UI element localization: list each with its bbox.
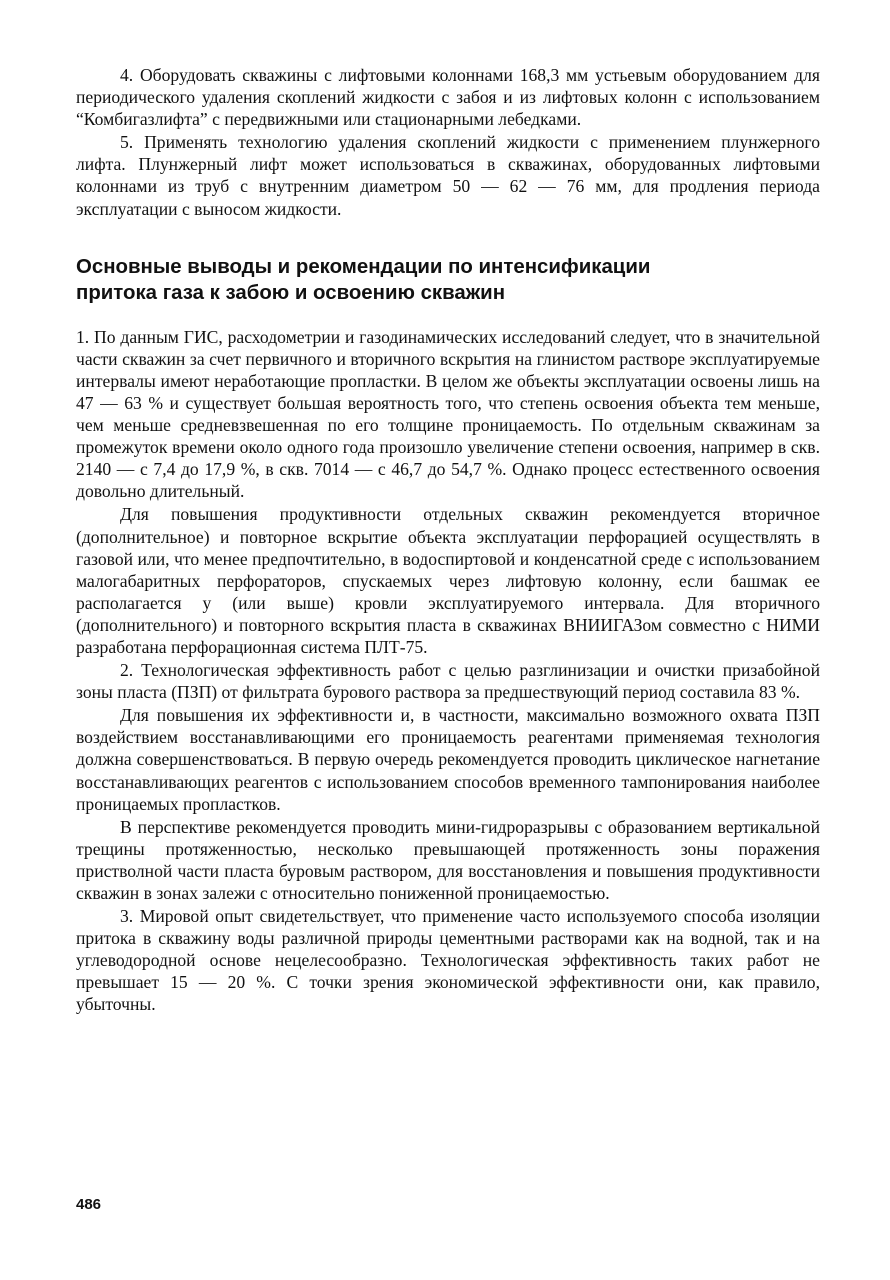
paragraph-item-4: 4. Оборудовать скважины с лифтовыми колоннами 168,3 мм устьевым оборудованием для периодического удаления скоплений жидкости с забоя и из лифтовых колонн с использованием “Комбигазлифта” с передвижными или стационарными лебедками. [76, 65, 820, 130]
page-body [76, 64, 820, 1016]
section-heading-line-2: притока газа к забою и освоению скважин [76, 281, 506, 304]
paragraph-conclusion-3: 3. Мировой опыт свидетельствует, что применение часто используемого способа изоляции притока в скважину воды различной природы цементными растворами как на водной, так и на углеводородной основе нецелесообразно. Технологическая эффективность таких работ не превышает 15 — 20 %. С точки зрения экономической эффективности они, как правило, убыточны. [76, 906, 820, 1015]
paragraph-technology-improvement: Для повышения их эффективности и, в частности, максимально возможного охвата ПЗП воздействием восстанавливающими его проницаемость реагентами применяемая технология должна совершенствоваться. В первую очередь рекомендуется проводить циклическое нагнетание восстанавливающих реагентов с использованием способов временного тампонирования наиболее проницаемых пропластков. [76, 705, 820, 814]
paragraph-item-5: 5. Применять технологию удаления скоплений жидкости с применением плунжерного лифта. Плунжерный лифт может использоваться в скважинах, оборудованных лифтовыми колоннами из труб с внутренним диаметром 50 — 62 — 76 мм, для продления периода эксплуатации с выносом жидкости. [76, 132, 820, 219]
section-heading-line-1: Основные выводы и рекомендации по интенсификации [76, 255, 651, 278]
page-number: 486 [76, 1196, 102, 1213]
paragraph-hydrofracturing: В перспективе рекомендуется проводить мини-гидроразрывы с образованием вертикальной трещины протяженностью, несколько превышающей протяженность зоны поражения пристволной части пласта буровым раствором, для восстановления и повышения продуктивности скважин в зонах залежи с относительно пониженной проницаемостью. [76, 816, 820, 903]
paragraph-conclusion-2: 2. Технологическая эффективность работ с целью разглинизации и очистки призабойной зоны пласта (ПЗП) от фильтрата бурового раствора за предшествующий период составила 83 %. [76, 660, 820, 703]
section-heading [76, 254, 820, 306]
paragraph-perforation-recommendation: Для повышения продуктивности отдельных скважин рекомендуется вторичное (дополнительное) и повторное вскрытие объекта эксплуатации перфорацией осуществлять в газовой или, что менее предпочтительно, в водоспиртовой и конденсатной среде с использованием малогабаритных перфораторов, спускаемых через лифтовую колонну, если башмак ее располагается у (или выше) кровли эксплуатируемого интервала. Для вторичного (дополнительного) и повторного вскрытия пласта в скважинах ВНИИГАЗом совместно с НИМИ разработана перфорационная система ПЛТ-75. [76, 504, 820, 657]
paragraph-conclusion-1: 1. По данным ГИС, расходометрии и газодинамических исследований следует, что в значительной части скважин за счет первичного и вторичного вскрытия на глинистом растворе эксплуатируемые интервалы имеют неработающие пропластки. В целом же объекты эксплуатации освоены лишь на 47 — 63 % и существует большая вероятность того, что степень освоения объекта тем меньше, чем меньше средневзвешенная по его толщине проницаемость. По отдельным скважинам за промежуток времени около одного года произошло увеличение степени освоения, например в скв. 2140 — с 7,4 до 17,9 %, в скв. 7014 — с 46,7 до 54,7 %. Однако процесс естественного освоения довольно длительный. [76, 326, 820, 502]
